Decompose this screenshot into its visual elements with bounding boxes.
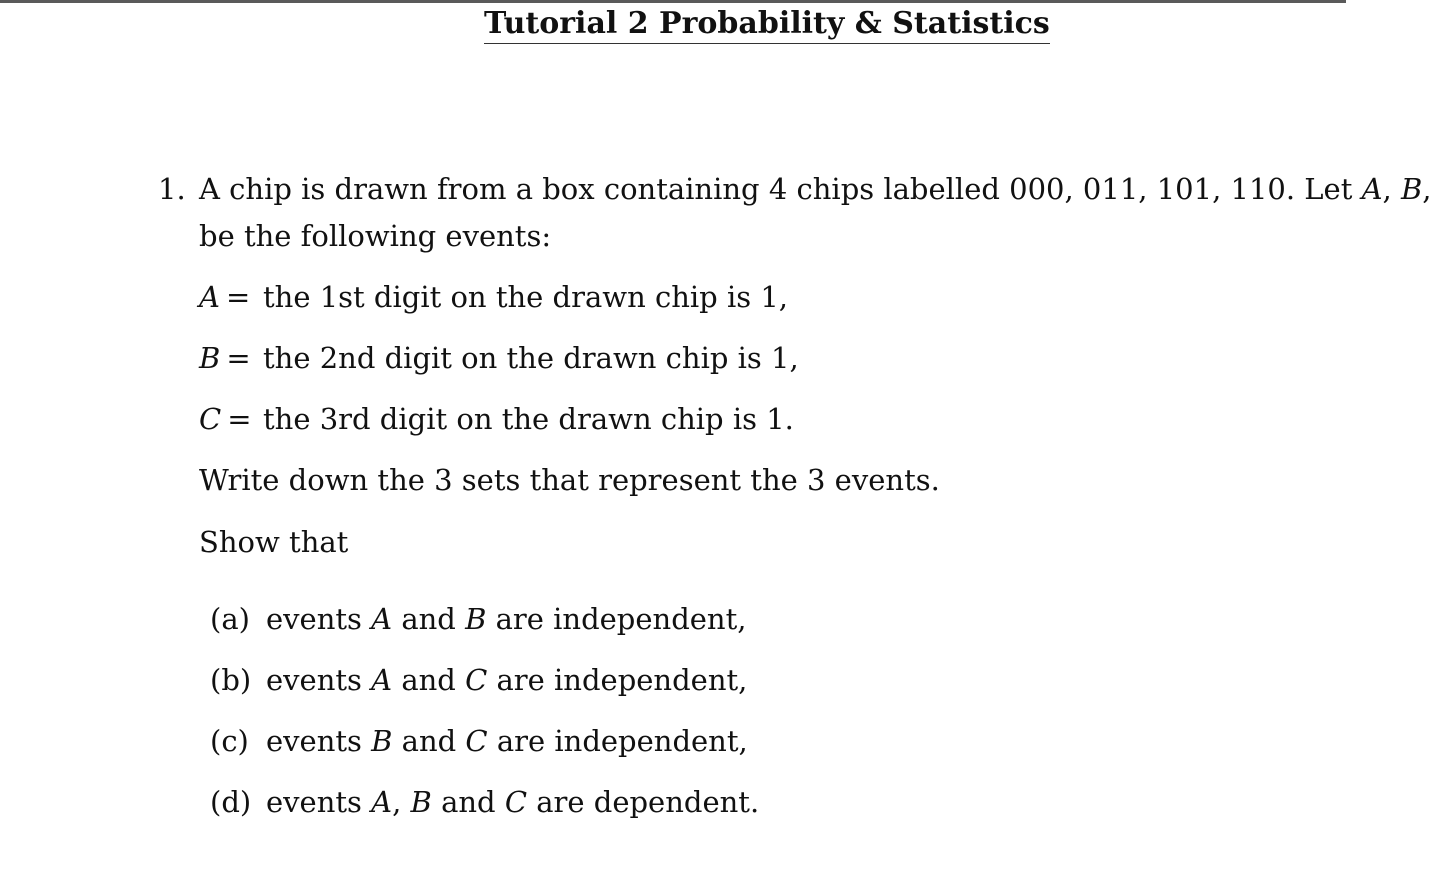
equals-sign: = — [225, 280, 251, 314]
part-text — [266, 602, 746, 636]
part-var: C — [504, 785, 528, 819]
part-mid: and — [401, 724, 457, 758]
intro-comma: , — [1382, 172, 1392, 206]
part-post: are independent, — [495, 602, 747, 636]
page-title: Tutorial 2 Probability & Statistics — [484, 6, 1050, 44]
part-label: (c) — [210, 724, 249, 758]
event-desc: the 3rd digit on the drawn chip is 1. — [263, 402, 794, 436]
equals-sign: = — [226, 341, 251, 375]
event-definition — [199, 402, 794, 436]
part-mid: and — [401, 602, 456, 636]
instruction-text: Write down the 3 sets that represent the 3 events. — [199, 463, 940, 497]
equals-sign: = — [227, 402, 252, 436]
part-text — [266, 663, 747, 697]
event-desc: the 2nd digit on the drawn chip is 1, — [263, 341, 799, 375]
part-label: (a) — [210, 602, 250, 636]
part-post: are independent, — [496, 724, 748, 758]
part-mid: and — [441, 785, 496, 819]
question-intro-line2: be the following events: — [199, 219, 552, 253]
part-sep: , — [392, 785, 402, 819]
part-pre: events — [266, 602, 362, 636]
part-var: B — [465, 602, 487, 636]
part-var: C — [465, 663, 488, 697]
part-label: (b) — [210, 663, 252, 697]
question-intro-line1 — [199, 172, 1432, 206]
part-var: B — [371, 724, 393, 758]
part-var: A — [371, 663, 393, 697]
part-text — [266, 785, 759, 819]
event-var: C — [199, 402, 222, 436]
intro-var-b: B — [1400, 172, 1423, 206]
part-pre: events — [266, 724, 362, 758]
part-pre: events — [266, 663, 362, 697]
intro-text: A chip is drawn from a box containing 4 chips labelled 000, 011, 101, 110. Let — [199, 172, 1353, 206]
part-var: A — [371, 785, 393, 819]
part-var: B — [410, 785, 432, 819]
part-post: are independent, — [496, 663, 748, 697]
intro-comma: , — [1422, 172, 1432, 206]
event-var: A — [199, 280, 220, 314]
question-number: 1. — [158, 172, 186, 206]
event-desc: the 1st digit on the drawn chip is 1, — [263, 280, 788, 314]
part-post: are dependent. — [536, 785, 760, 819]
part-var: A — [371, 602, 393, 636]
part-var: C — [465, 724, 488, 758]
part-text — [266, 724, 748, 758]
event-definition — [199, 341, 799, 375]
part-mid: and — [401, 663, 456, 697]
show-that-text: Show that — [199, 525, 349, 559]
intro-var-a: A — [1361, 172, 1383, 206]
event-var: B — [199, 341, 221, 375]
event-definition — [199, 280, 788, 314]
part-pre: events — [266, 785, 362, 819]
top-rule — [0, 0, 1346, 3]
part-label: (d) — [210, 785, 252, 819]
